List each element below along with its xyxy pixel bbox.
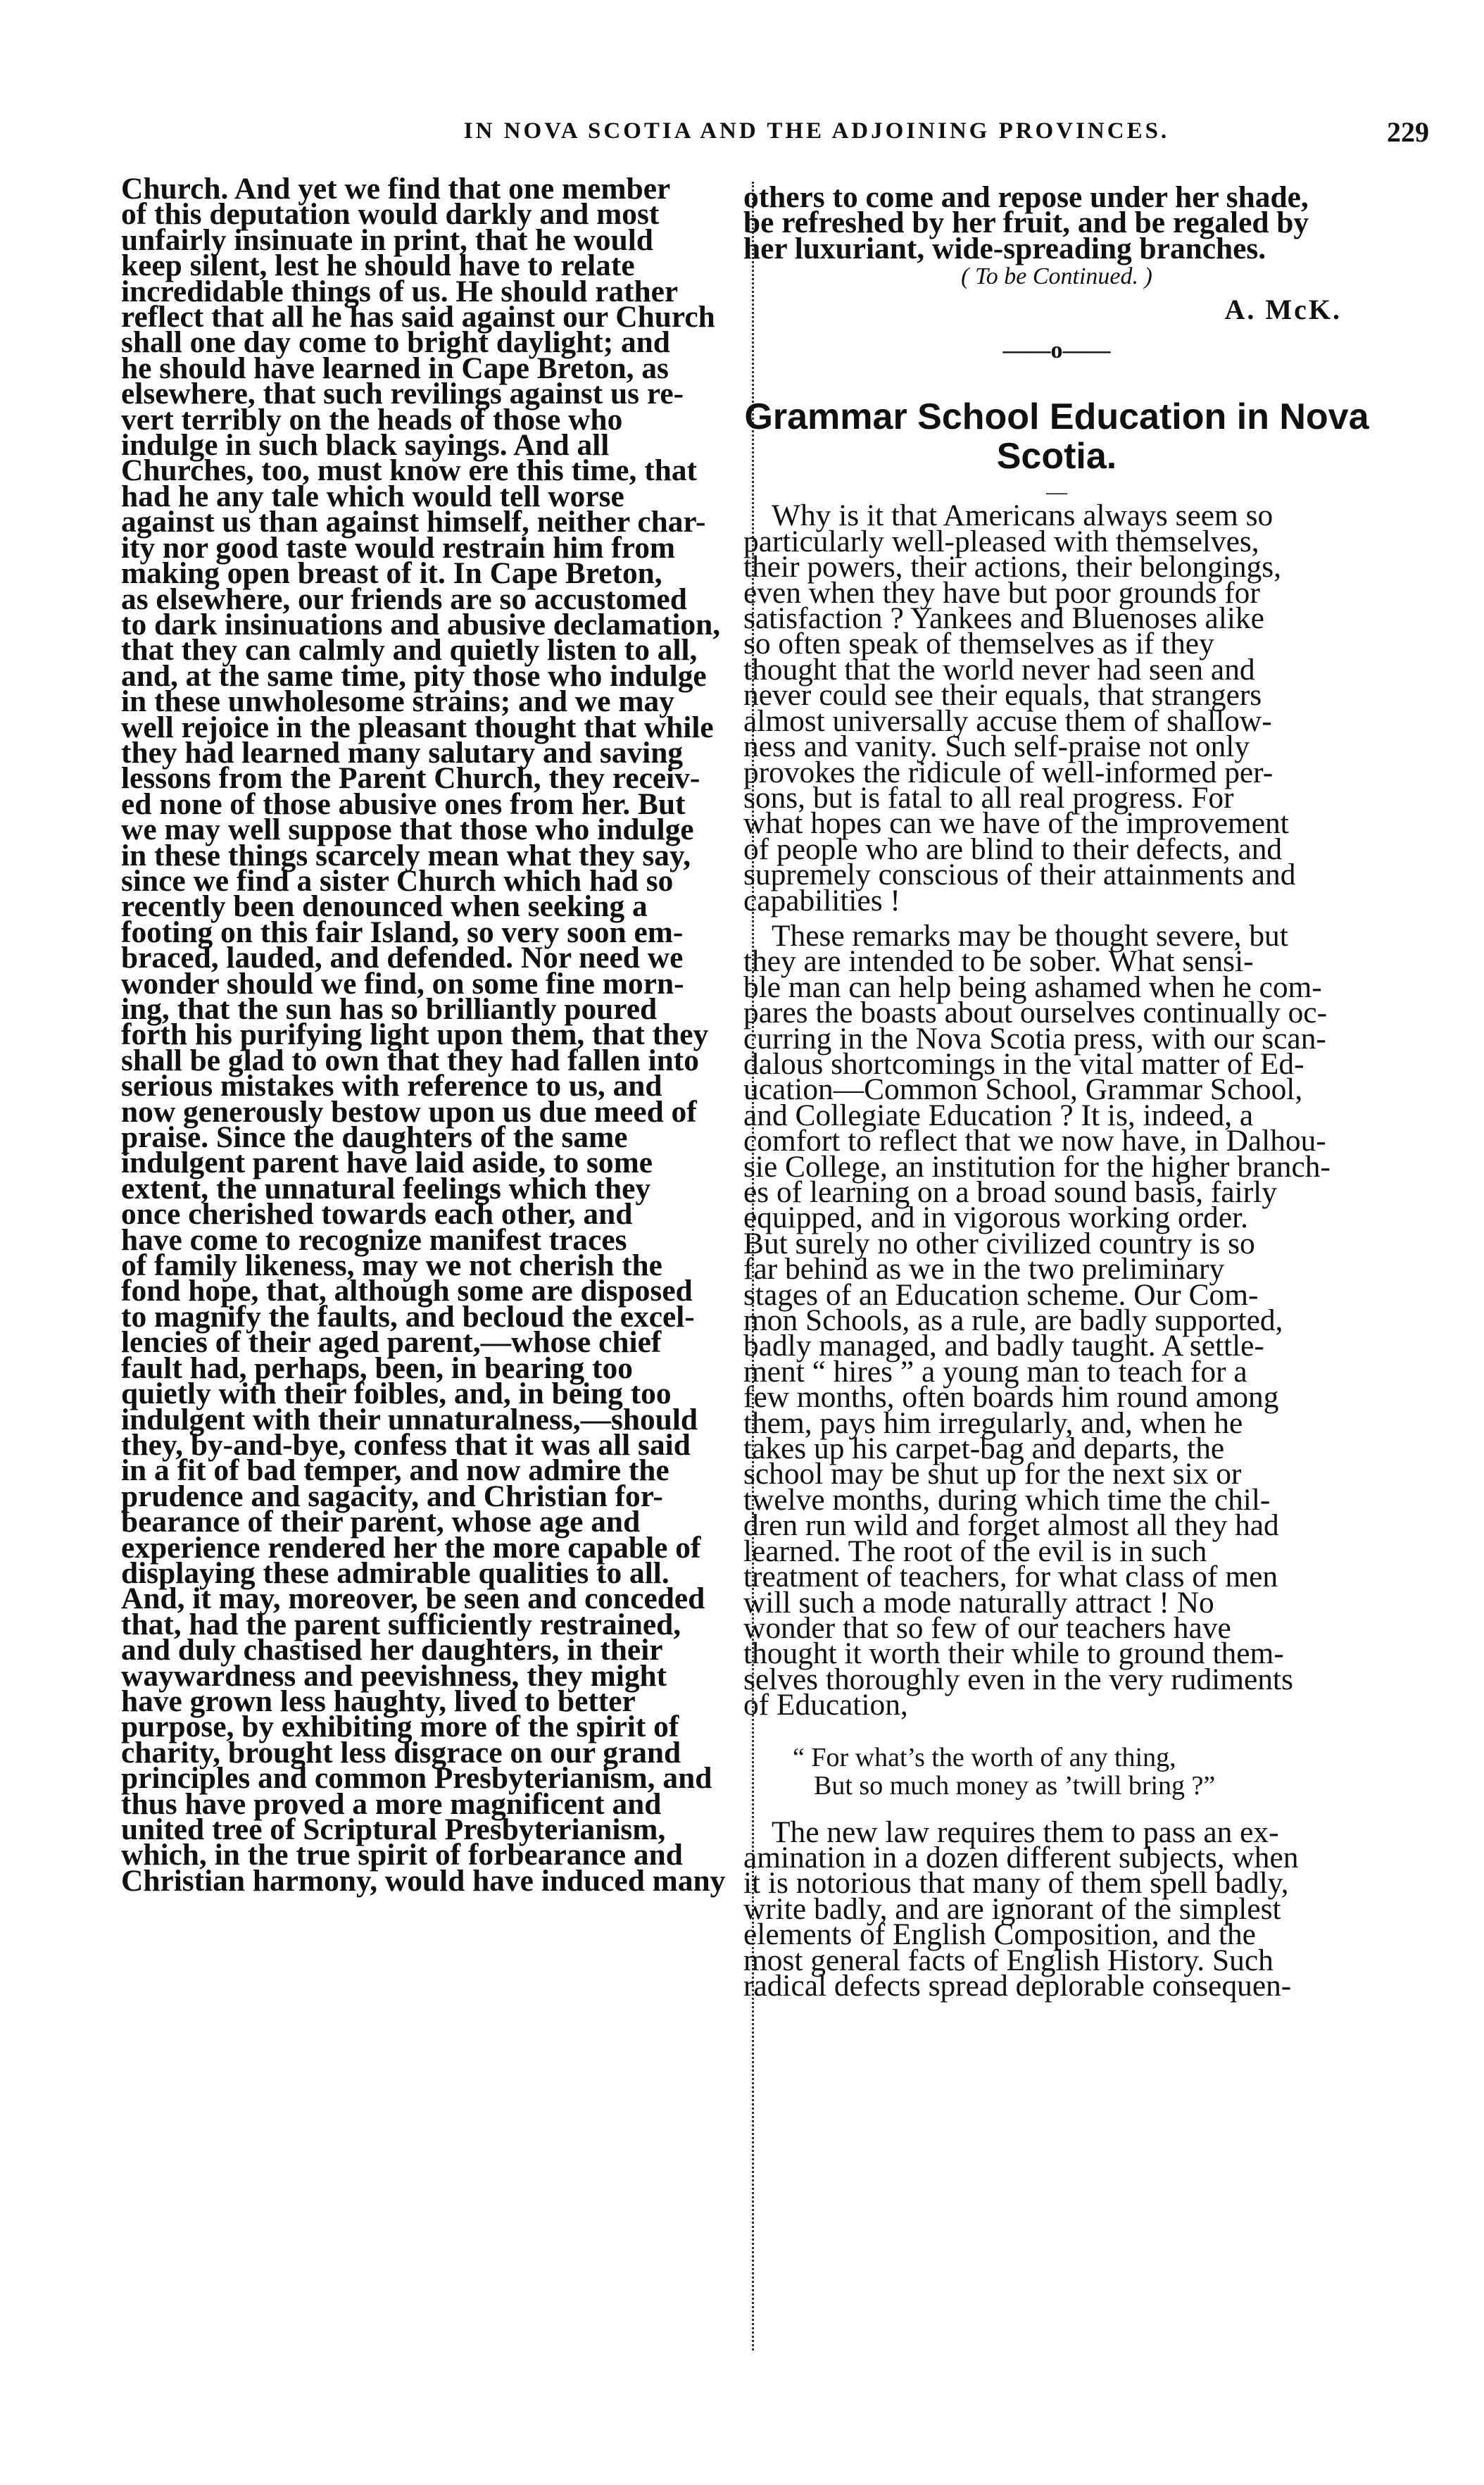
text-line: in a fit of bad temper, and now admire the [121, 1453, 669, 1488]
text-line: Christian harmony, would have induced many [121, 1863, 726, 1898]
text-line: now generously bestow upon us due meed of [121, 1094, 697, 1129]
author-signature: A. McK. [1224, 293, 1342, 325]
text-line: once cherished towards each other, and [121, 1197, 633, 1232]
text-line: displaying these admirable qualities to all. [121, 1556, 669, 1590]
text-line: he should have learned in Cape Breton, as [121, 351, 669, 385]
text-line: stages of an Education scheme. Our Com- [743, 1277, 1259, 1312]
text-line: footing on this fair Island, so very soon em- [121, 915, 684, 949]
title-rule: — [1046, 480, 1067, 504]
text-line: others to come and repose under her shade, [743, 180, 1309, 214]
text-line: incredidable things of us. He should rather [121, 274, 679, 308]
paragraph [743, 499, 1370, 918]
text-line: have come to recognize manifest traces [121, 1222, 627, 1257]
text-line: and duly chastised her daughters, in their [121, 1633, 663, 1667]
text-line: in these unwholesome strains; and we may [121, 684, 674, 719]
text-line: provokes the ridicule of well-informed per- [743, 755, 1274, 789]
text-line: selves thoroughly even in the very rudiments [743, 1662, 1293, 1696]
text-line: shall be glad to own that they had fallen into [121, 1043, 699, 1077]
right-column [743, 180, 1370, 2003]
text-line: to dark insinuations and abusive declamation, [121, 607, 721, 641]
text-line: shall one day come to bright daylight; and [121, 325, 670, 360]
text-line: takes up his carpet-bag and departs, the [743, 1432, 1225, 1466]
text-line: as elsewhere, our friends are so accustomed [121, 582, 687, 616]
text-line: thought that the world never had seen and [743, 652, 1255, 687]
text-line: sie College, an institution for the higher branch- [743, 1149, 1331, 1184]
text-line: equipped, and in vigorous working order. [743, 1201, 1249, 1235]
text-line: they are intended to be sober. What sensi- [743, 944, 1254, 979]
section-ornament: ——o—— [1002, 337, 1111, 364]
text-line: These remarks may be thought severe, but [772, 918, 1288, 953]
text-line: lencies of their aged parent,—whose chief [121, 1325, 662, 1360]
text-line: indulge in such black sayings. And all [121, 428, 610, 463]
text-line: principles and common Presbyterianism, and [121, 1761, 712, 1796]
text-line: particularly well-pleased with themselves, [743, 524, 1259, 558]
text-line: reflect that all he has said against our Church [121, 300, 715, 334]
text-line: ity nor good taste would restrain him from [121, 530, 676, 565]
text-line: of people who are blind to their defects, and [743, 832, 1283, 866]
text-line: quietly with their foibles, and, in being too [121, 1377, 672, 1411]
text-line: of family likeness, may we not cherish the [121, 1248, 662, 1283]
text-line: write badly, and are ignorant of the simplest [743, 1891, 1281, 1926]
text-line: making open breast of it. In Cape Breton, [121, 556, 662, 591]
article-title-line: Scotia. [996, 436, 1117, 477]
text-line: radical defects spread deplorable consequen- [743, 1968, 1292, 2003]
text-line: fault had, perhaps, been, in bearing too [121, 1351, 633, 1385]
paragraph [743, 918, 1370, 1722]
article-title [743, 397, 1370, 476]
left-column [121, 172, 741, 1898]
continuation-text [743, 180, 1370, 265]
text-line: keep silent, lest he should have to relate [121, 249, 635, 283]
text-line: we may well suppose that those who indulge [121, 813, 694, 847]
text-line: will such a mode naturally attract ! No [743, 1585, 1214, 1620]
text-line: twelve months, during which time the chil- [743, 1482, 1271, 1517]
text-line: so often speak of themselves as if they [743, 627, 1214, 661]
text-line: pares the boasts about ourselves continually oc- [743, 996, 1328, 1030]
running-head: IN NOVA SCOTIA AND THE ADJOINING PROVINCES. [463, 118, 1170, 144]
text-line: And, it may, moreover, be seen and conceded [121, 1582, 705, 1616]
text-line: ble man can help being ashamed when he com- [743, 970, 1322, 1004]
text-line: united tree of Scriptural Presbyterianism, [121, 1813, 666, 1846]
text-line: well rejoice in the pleasant thought that while [121, 710, 714, 744]
text-line: they, by-and-bye, confess that it was all said [121, 1427, 691, 1462]
page-header [92, 118, 1429, 161]
text-line: ment “ hires ” a young man to teach for a [743, 1354, 1247, 1389]
text-line: Churches, too, must know ere this time, that [121, 453, 697, 488]
text-line: and, at the same time, pity those who indulge [121, 658, 707, 693]
quote-line: But so much money as ’twill bring ?” [814, 1770, 1216, 1801]
text-line: that, had the parent sufficiently restrained, [121, 1607, 681, 1641]
text-line: dren run wild and forget almost all they had [743, 1508, 1279, 1543]
text-line: waywardness and peevishness, they might [121, 1658, 667, 1693]
text-line: mon Schools, as a rule, are badly supported, [743, 1303, 1283, 1338]
text-line: ing, that the sun has so brilliantly poured [121, 992, 658, 1026]
text-line: against us than against himself, neither char- [121, 505, 706, 539]
text-line: them, pays him irregularly, and, when he [743, 1406, 1243, 1440]
text-line: elements of English Composition, and the [743, 1917, 1256, 1952]
text-line: and Collegiate Education ? It is, indeed, a [743, 1098, 1254, 1132]
text-line: praise. Since the daughters of the same [121, 1120, 628, 1155]
text-line: satisfaction ? Yankees and Bluenoses alike [743, 601, 1264, 636]
text-line: capabilities ! [743, 883, 900, 918]
text-line: what hopes can we have of the improvement [743, 806, 1289, 841]
text-line: thought it worth their while to ground them- [743, 1636, 1284, 1671]
text-line: experience rendered her the more capable of [121, 1530, 701, 1565]
text-line: vert terribly on the heads of those who [121, 402, 623, 437]
text-line: they had learned many salutary and saving [121, 735, 684, 770]
text-line: purpose, by exhibiting more of the spirit of [121, 1710, 679, 1744]
text-line: since we find a sister Church which had so [121, 863, 674, 898]
text-line: school may be shut up for the next six or [743, 1457, 1242, 1491]
text-line: never could see their equals, that strangers [743, 678, 1262, 713]
text-line: amination in a dozen different subjects, when [743, 1840, 1299, 1874]
continued-note: ( To be Continued. ) [961, 263, 1152, 290]
quote-line: “ For what’s the worth of any thing, [793, 1742, 1176, 1772]
text-line: prudence and sagacity, and Christian for- [121, 1479, 663, 1513]
text-line: even when they have but poor grounds for [743, 575, 1260, 610]
text-line: es of learning on a broad sound basis, fairly [743, 1175, 1277, 1209]
text-line: learned. The root of the evil is in such [743, 1534, 1207, 1568]
text-line: of this deputation would darkly and most [121, 197, 660, 232]
text-line: forth his purifying light upon them, that they [121, 1018, 709, 1052]
verse-quote [743, 1744, 1370, 1800]
text-line: have grown less haughty, lived to better [121, 1684, 636, 1718]
text-line: of Education, [743, 1688, 908, 1722]
text-line: The new law requires them to pass an ex- [772, 1815, 1279, 1849]
text-line: lessons from the Parent Church, they receiv- [121, 761, 700, 796]
text-line: elsewhere, that such revilings against us re- [121, 377, 684, 411]
text-line: dalous shortcomings in the vital matter of Ed- [743, 1046, 1304, 1081]
text-line: sons, but is fatal to all real progress. For [743, 780, 1234, 815]
page-number: 229 [1387, 116, 1429, 148]
text-line: that they can calmly and quietly listen to all, [121, 633, 698, 668]
text-line: in these things scarcely mean what they say, [121, 838, 691, 872]
text-line: braced, lauded, and defended. Nor need we [121, 941, 684, 975]
text-line: their powers, their actions, their belongings, [743, 550, 1281, 584]
text-line: badly managed, and badly taught. A settle- [743, 1329, 1264, 1363]
text-line: ucation—Common School, Grammar School, [743, 1072, 1303, 1107]
text-line: her luxuriant, wide-spreading branches. [743, 231, 1266, 265]
text-line: Church. And yet we find that one member [121, 172, 671, 206]
text-line: supremely conscious of their attainments and [743, 858, 1296, 892]
text-line: bearance of their parent, whose age and [121, 1505, 641, 1539]
article-title-line: Grammar School Education in Nova [744, 396, 1369, 438]
text-line: indulgent with their unnaturalness,—should [121, 1402, 698, 1436]
text-line: it is notorious that many of them spell badly, [743, 1866, 1289, 1901]
text-line: serious mistakes with reference to us, and [121, 1069, 662, 1103]
text-line: almost universally accuse them of shallow- [743, 703, 1272, 738]
text-line: Why is it that Americans always seem so [772, 499, 1274, 533]
text-line: ed none of those abusive ones from her. But [121, 787, 686, 821]
text-line: extent, the unnatural feelings which they [121, 1171, 651, 1206]
text-line: had he any tale which would tell worse [121, 479, 624, 513]
text-line: unfairly insinuate in print, that he would [121, 223, 653, 257]
text-line: comfort to reflect that we now have, in Dalhou- [743, 1124, 1326, 1158]
text-line: charity, brought less disgrace on our grand [121, 1735, 681, 1770]
text-line: to magnify the faults, and becloud the excel- [121, 1299, 695, 1334]
text-line: far behind as we in the two preliminary [743, 1252, 1225, 1287]
text-line: fond hope, that, although some are disposed [121, 1274, 693, 1308]
text-line: indulgent parent have laid aside, to some [121, 1146, 653, 1180]
text-line: But surely no other civilized country is so [743, 1226, 1255, 1260]
paragraph [743, 1815, 1370, 2003]
text-line: few months, often boards him round among [743, 1380, 1279, 1415]
text-line: recently been denounced when seeking a [121, 889, 648, 924]
text-line: curring in the Nova Scotia press, with our scan- [743, 1021, 1326, 1056]
text-line: be refreshed by her fruit, and be regaled by [743, 206, 1309, 240]
text-line: wonder should we find, on some fine morn- [121, 966, 684, 1001]
text-line: which, in the true spirit of forbearance and [121, 1838, 683, 1872]
text-line: treatment of teachers, for what class of men [743, 1560, 1278, 1594]
text-line: ness and vanity. Such self-praise not only [743, 730, 1250, 764]
text-line: most general facts of English History. Such [743, 1943, 1274, 1977]
text-line: wonder that so few of our teachers have [743, 1610, 1231, 1645]
text-line: thus have proved a more magnificent and [121, 1786, 662, 1821]
